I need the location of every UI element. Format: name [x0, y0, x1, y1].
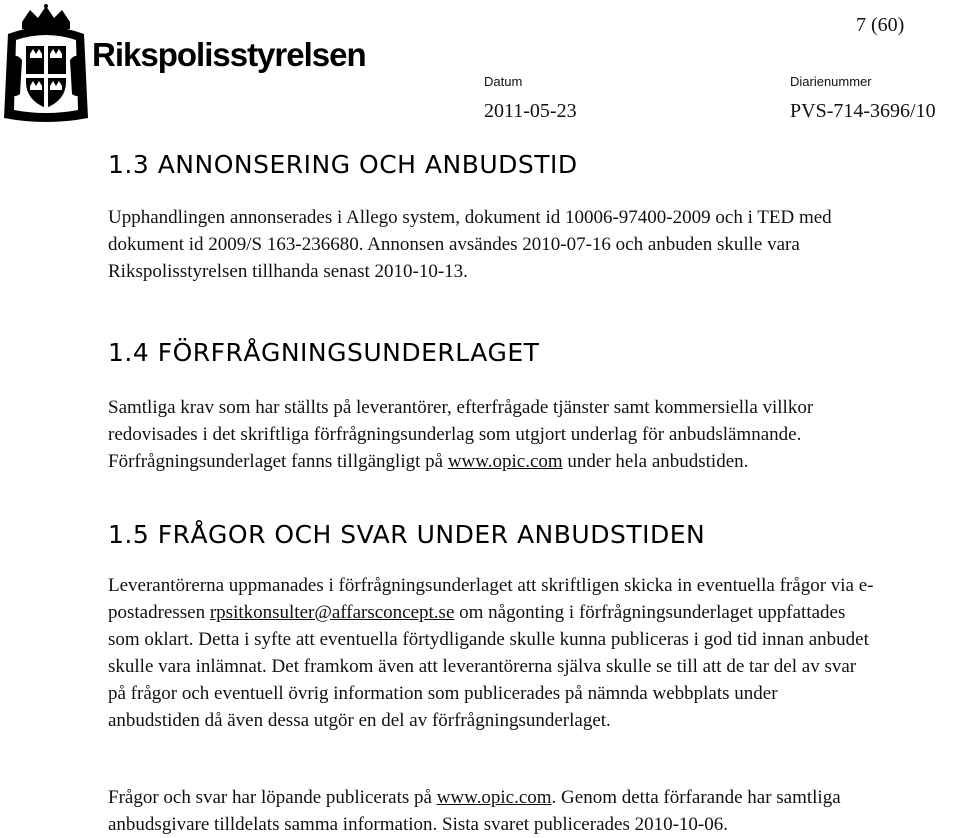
section-paragraph: [108, 572, 948, 734]
website-link[interactable]: www.opic.com: [447, 451, 563, 472]
paragraph-line: Upphandlingen annonserades i Allego system, dokument id 10006-97400-2009 och i TED med: [108, 207, 832, 228]
paragraph-line: som oklart. Detta i syfte att eventuella förtydligande skulle kunna publiceras i god tid innan anbudet: [108, 629, 869, 650]
paragraph-line: Leverantörerna uppmanades i förfrågningsunderlaget att skriftligen skicka in eventuella frågor via e-: [108, 575, 874, 596]
paragraph-line: Frågor och svar har löpande publicerats på www.opic.com. Genom detta förfarande har samtliga: [108, 787, 841, 808]
paragraph-line: redovisades i det skriftliga förfrågningsunderlag som utgjort underlag för anbudslämnande.: [108, 424, 802, 445]
email-link[interactable]: rpsitkonsulter@affarsconcept.se: [209, 602, 455, 623]
paragraph-line: anbudsgivare tilldelats samma information. Sista svaret publicerades 2010-10-06.: [108, 814, 728, 835]
section-paragraph: [108, 784, 948, 838]
paragraph-line: anbudstiden då även dessa utgör en del av förfrågningsunderlaget.: [108, 710, 611, 731]
paragraph-line: dokument id 2009/S 163-236680. Annonsen avsändes 2010-07-16 och anbuden skulle vara: [108, 234, 800, 255]
paragraph-line: Samtliga krav som har ställts på leverantörer, efterfrågade tjänster samt kommersiella villkor: [108, 397, 814, 418]
diary-value: PVS-714-3696/10: [790, 100, 936, 122]
section-heading: 1.5 FRÅGOR OCH SVAR UNDER ANBUDSTIDEN: [108, 520, 706, 549]
page-number: 7 (60): [856, 14, 905, 36]
paragraph-line: postadressen rpsitkonsulter@affarsconcept.se om någonting i förfrågningsunderlaget uppfattades: [108, 602, 846, 623]
section-heading: 1.4 FÖRFRÅGNINGSUNDERLAGET: [108, 338, 540, 367]
coat-of-arms-icon: [2, 4, 90, 126]
date-value: 2011-05-23: [484, 100, 577, 122]
org-name: Rikspolisstyrelsen: [92, 36, 366, 73]
section-heading: 1.3 ANNONSERING OCH ANBUDSTID: [108, 150, 578, 179]
paragraph-line: Rikspolisstyrelsen tillhanda senast 2010-10-13.: [108, 261, 468, 282]
section-paragraph: [108, 394, 948, 475]
paragraph-line: Förfrågningsunderlaget fanns tillgängligt på www.opic.com under hela anbudstiden.: [108, 451, 749, 472]
website-link[interactable]: www.opic.com: [436, 787, 552, 808]
paragraph-line: skulle vara inlämnat. Det framkom även att leverantörerna själva skulle se till att de tar del av svar: [108, 656, 857, 677]
section-paragraph: [108, 204, 948, 285]
diary-label: Diarienummer: [790, 74, 872, 89]
paragraph-line: på frågor och eventuell övrig information som publicerades på nämnda webbplats under: [108, 683, 778, 704]
date-label: Datum: [484, 74, 523, 89]
